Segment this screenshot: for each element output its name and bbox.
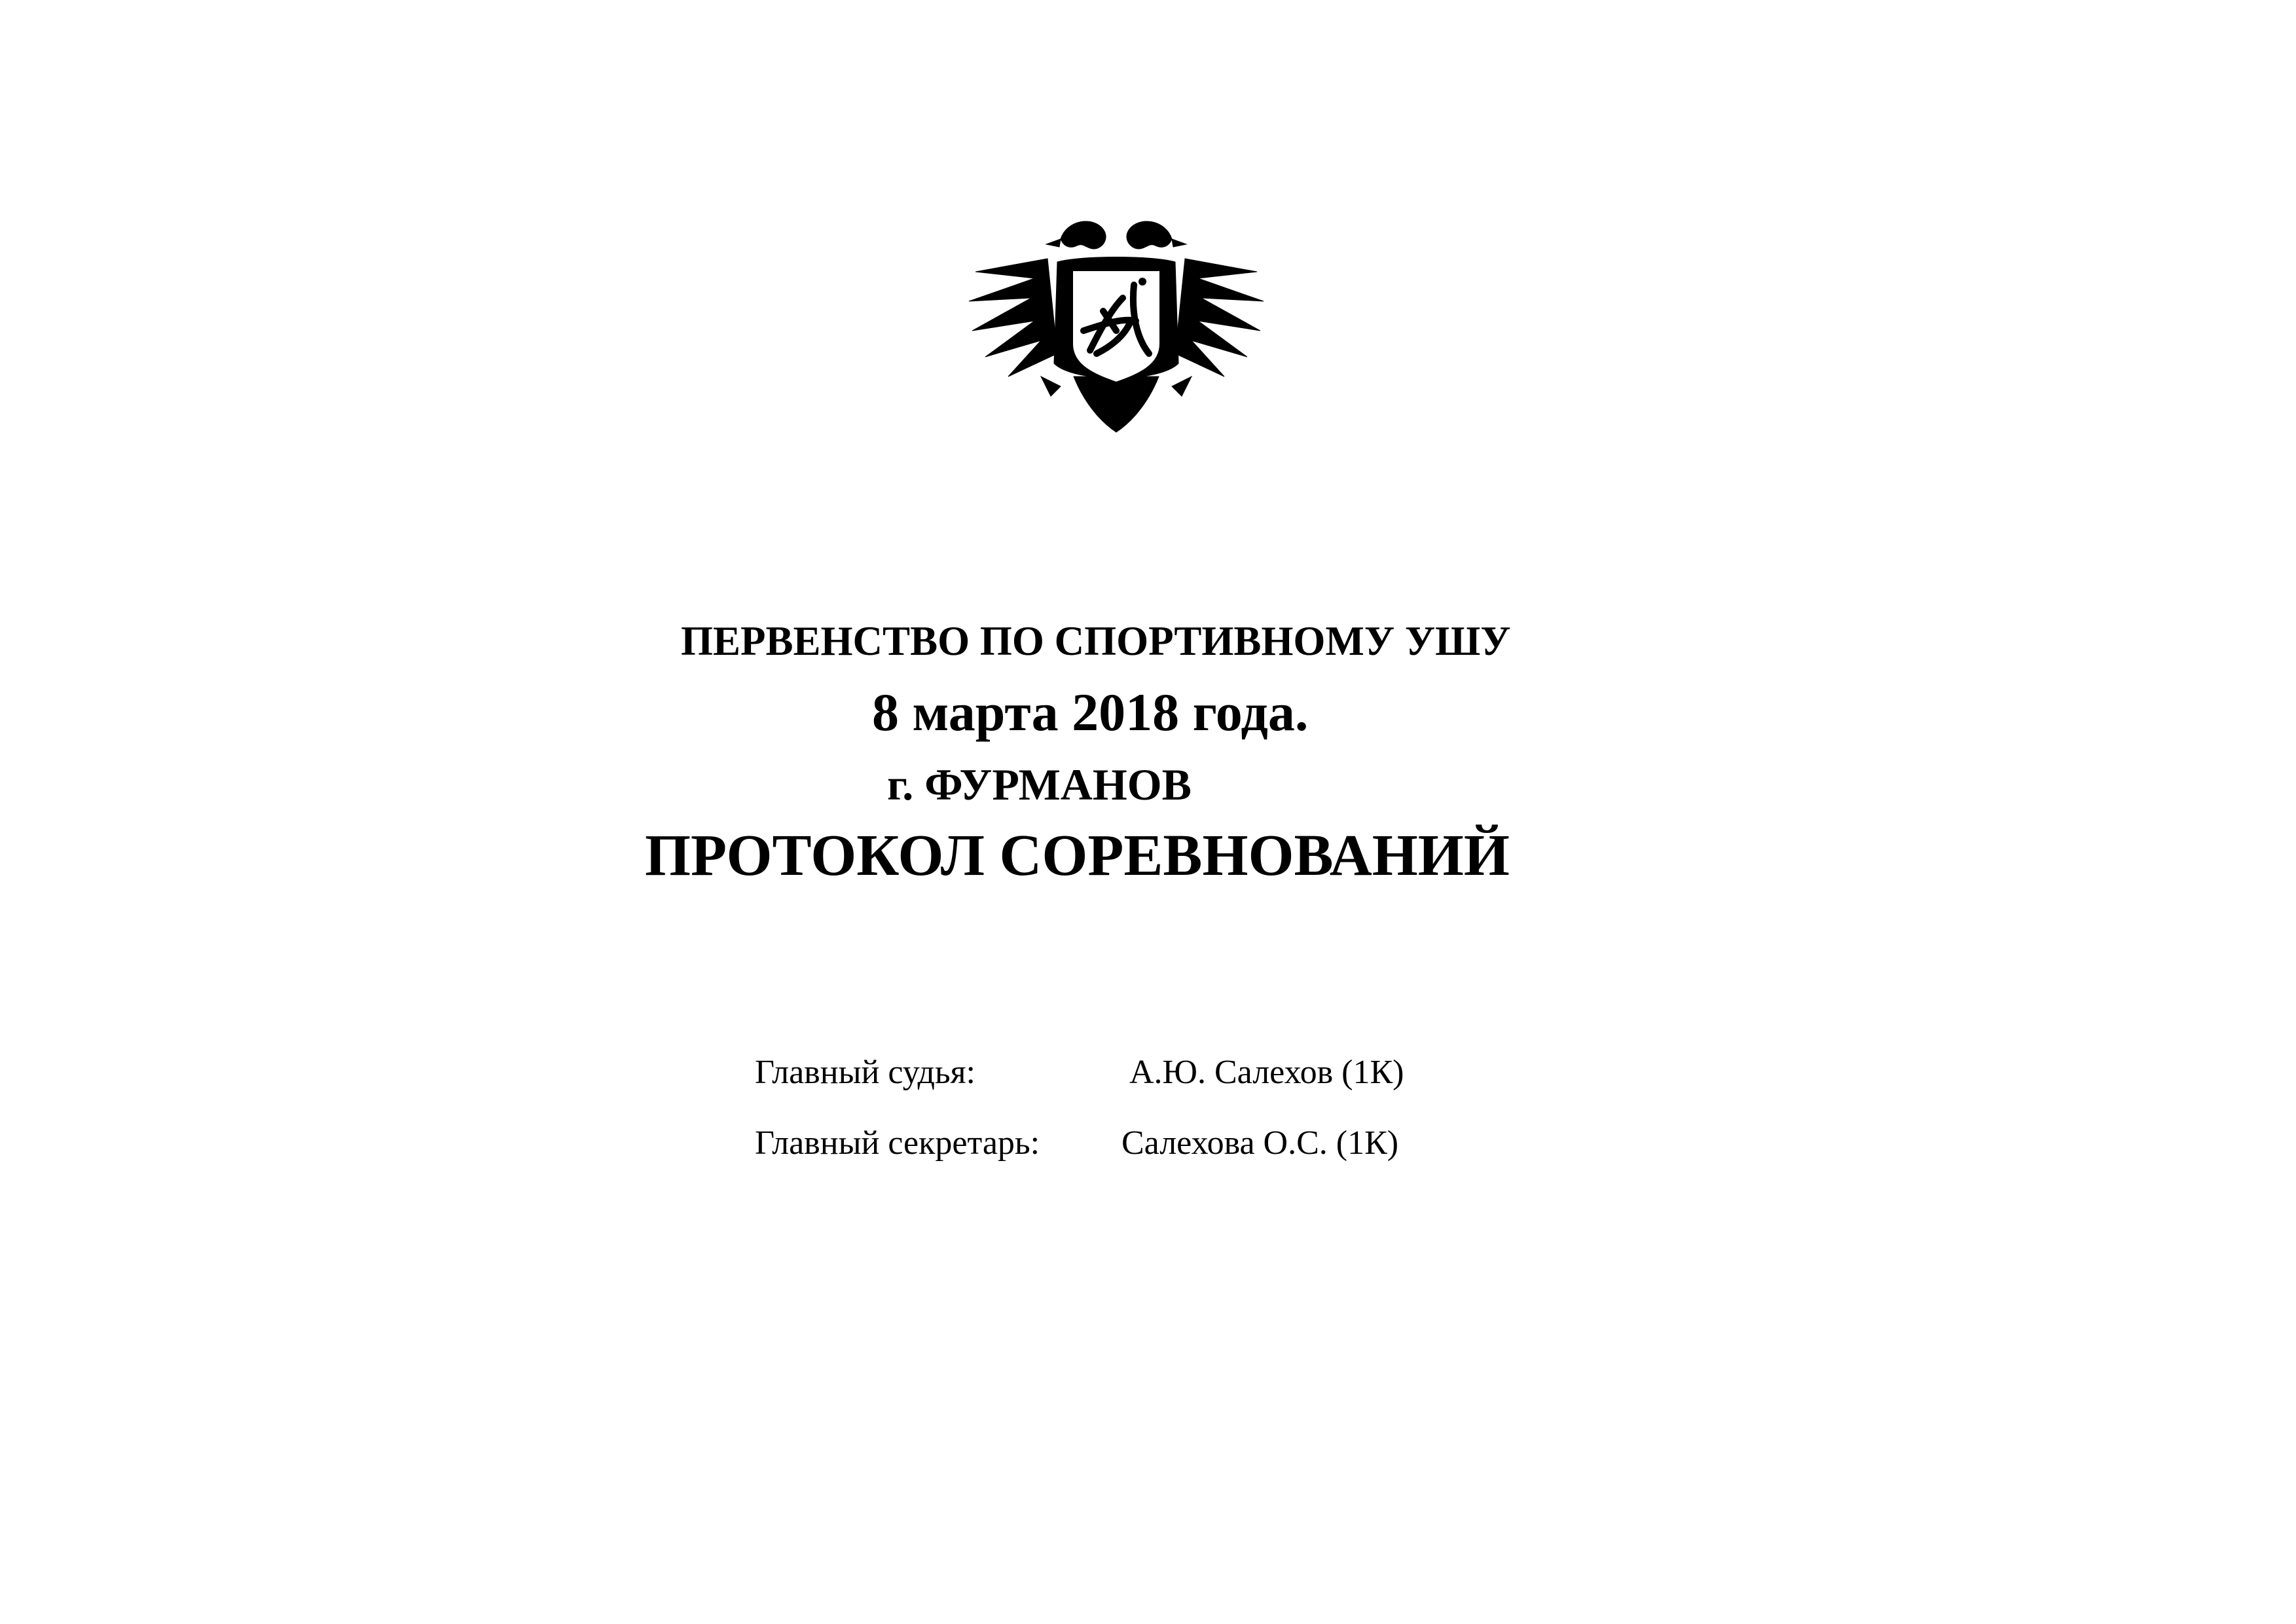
double-headed-eagle-emblem-icon	[962, 213, 1270, 435]
event-date: 8 марта 2018 года.	[872, 682, 1309, 742]
official-name: А.Ю. Салехов (1К)	[1129, 1054, 1404, 1091]
event-city: г. ФУРМАНОВ	[887, 760, 1192, 809]
official-name: Салехова О.С. (1К)	[1121, 1124, 1399, 1162]
document-subtitle: ПРОТОКОЛ СОРЕВНОВАНИЙ	[645, 823, 1510, 888]
event-title: ПЕРВЕНСТВО ПО СПОРТИВНОМУ УШУ	[681, 618, 1511, 664]
official-role: Главный судья:	[755, 1054, 975, 1091]
official-role: Главный секретарь:	[755, 1124, 1040, 1162]
